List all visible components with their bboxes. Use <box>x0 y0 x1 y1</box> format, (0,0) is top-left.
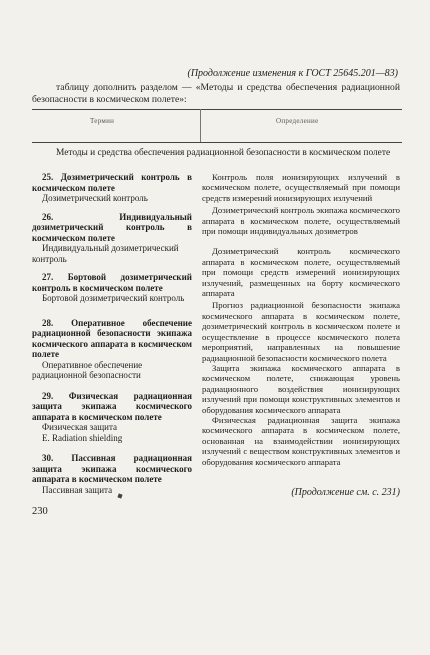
term-synonym: Физическая защита <box>42 422 117 432</box>
page-number: 230 <box>32 506 48 517</box>
term-title: 30. Пассивная радиационная защита экипажа космического аппарата в космическом полете <box>32 453 192 484</box>
table-top-rule <box>32 109 402 110</box>
table-header-rule <box>32 142 402 143</box>
term-entry <box>32 318 192 381</box>
term-entry <box>32 453 192 495</box>
term-title: 25. Дозиметрический контроль в космическом полете <box>32 172 192 193</box>
definitions-column <box>202 172 400 467</box>
definition: Контроль поля ионизирующих излучений в космическом полете, осуществляемый при помощи средств измерений ионизирующих излучений <box>202 172 400 203</box>
term-synonym: Пассивная защита <box>42 484 113 495</box>
term-entry <box>32 272 192 304</box>
term-entry <box>32 212 192 265</box>
term-synonym: Индивидуальный дозиметрический контроль <box>32 243 179 264</box>
column-header-definition: Определение <box>276 117 319 125</box>
definition: Защита экипажа космического аппарата в космическом полете, снижающая уровень радиационного воздействия ионизирующих излучений при помощи конструктивных элементов и оборудования космического аппарата <box>202 362 400 415</box>
column-header-term: Термин <box>90 117 115 125</box>
section-title: Методы и средства обеспечения радиационной безопасности в космическом полете <box>56 148 391 158</box>
term-synonym: Оперативное обеспечение радиационной безопасности <box>32 359 143 380</box>
table-column-divider <box>200 109 201 143</box>
definition: Дозиметрический контроль космического аппарата в космическом полете, осуществляемый при помощи средств измерений ионизирующих излучений, размещенных на борту космического аппарата <box>202 246 400 299</box>
definition: Прогноз радиационной безопасности экипажа космического аппарата в космическом полете, дозиметрический контроль в космическом полете и осуществление в процессе космического полета мероприятий, направленных на повышение радиационной безопасности космического полета <box>202 300 400 363</box>
term-synonym: Дозиметрический контроль <box>42 193 148 203</box>
term-title: 28. Оперативное обеспечение радиационной безопасности экипажа космического аппарата в космическом полете <box>32 317 192 359</box>
term-title: 26. Индивидуальный дозиметрический контроль в космическом полете <box>32 211 192 243</box>
continuation-footer: (Продолжение см. с. 231) <box>291 487 400 498</box>
term-title: 29. Физическая радиационная защита экипажа космического аппарата в космическом полете <box>32 390 192 422</box>
term-english: E. Radiation shielding <box>42 432 123 443</box>
term-title: 27. Бортовой дозиметрический контроль в космическом полете <box>32 272 192 293</box>
definition: Физическая радиационная защита экипажа космического аппарата в космическом полете, основанная на взаимодействии ионизирующих излучений с веществом конструктивных элементов и оборудования космического аппарата <box>202 414 400 467</box>
continuation-header: (Продолжение изменения к ГОСТ 25645.201—83) <box>187 68 398 79</box>
term-entry <box>32 391 192 444</box>
term-entry <box>32 172 192 204</box>
terms-column <box>32 172 192 503</box>
term-synonym: Бортовой дозиметрический контроль <box>42 293 185 303</box>
intro-text: таблицу дополнить разделом — «Методы и средства обеспечения радиационной безопасности в космическом полете»: <box>32 82 400 105</box>
definition: Дозиметрический контроль экипажа космического аппарата в космическом полете, осуществляемый при помощи индивидуальных дозиметров <box>202 205 400 237</box>
